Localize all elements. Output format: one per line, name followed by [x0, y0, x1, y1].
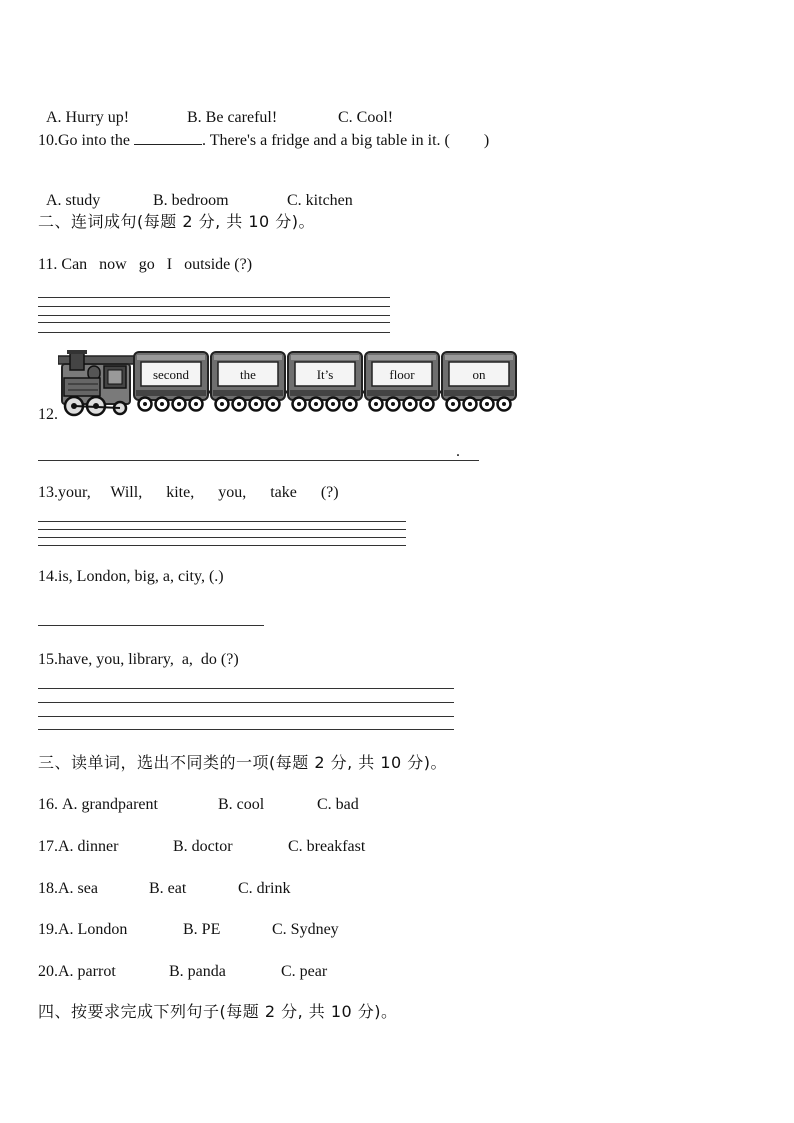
q20	[38, 962, 327, 982]
q10-question	[38, 130, 489, 151]
q19-option-a: A. London	[58, 921, 128, 938]
section-2-heading: 二、连词成句(每题 2 分, 共 10 分)。	[38, 212, 316, 231]
q18-option-b: B. eat	[149, 880, 187, 897]
q9-option-a: A. Hurry up!	[46, 109, 130, 126]
q15-writing-line-1	[38, 688, 454, 689]
q10-text-after: . There's a fridge and a big table in it. (	[202, 132, 450, 149]
q17-option-b: B. doctor	[173, 838, 233, 855]
q19-option-b: B. PE	[183, 921, 221, 938]
q15-writing-line-3	[38, 716, 454, 717]
section-3-heading: 三、读单词，选出不同类的一项(每题 2 分, 共 10 分)。	[38, 753, 448, 772]
train-car-word: on	[472, 367, 486, 382]
train-locomotive-icon	[58, 350, 134, 415]
q13-writing-line-3	[38, 537, 406, 538]
q9-option-b: B. Be careful!	[187, 109, 278, 126]
q18-option-a: A. sea	[58, 880, 98, 897]
q11-writing-line-1	[38, 297, 390, 298]
q16-option-a: A. grandparent	[62, 796, 158, 813]
section-4-heading: 四、按要求完成下列句子(每题 2 分, 共 10 分)。	[38, 1002, 398, 1021]
train-illustration	[58, 350, 523, 418]
q11-prompt: 11. Can now go I outside (?)	[38, 256, 253, 273]
q11-writing-line-3	[38, 315, 390, 316]
q14-answer-line	[38, 625, 264, 626]
q19-option-c: C. Sydney	[272, 921, 339, 938]
q20-option-c: C. pear	[281, 963, 328, 980]
q15-prompt: 15.have, you, library, a, do (?)	[38, 651, 239, 668]
q11-writing-line-5	[38, 332, 390, 333]
q18	[38, 879, 290, 899]
train-car-word: the	[240, 367, 256, 382]
q9-options	[38, 88, 393, 128]
q11-writing-line-2	[38, 306, 390, 307]
q15-writing-line-4	[38, 729, 454, 730]
q16-number: 16.	[38, 796, 62, 813]
q18-option-c: C. drink	[238, 880, 291, 897]
q13-writing-line-4	[38, 545, 406, 546]
q20-number: 20.	[38, 963, 58, 980]
q12-number: 12.	[38, 406, 58, 423]
q16-option-b: B. cool	[218, 796, 265, 813]
q17-option-a: A. dinner	[58, 838, 119, 855]
q17	[38, 837, 365, 857]
train-car-4	[365, 352, 442, 411]
q10-option-b: B. bedroom	[153, 192, 229, 209]
q17-option-c: C. breakfast	[288, 838, 366, 855]
q13-prompt: 13.your, Will, kite, you, take (?)	[38, 484, 339, 501]
train-car-word: second	[152, 367, 190, 382]
q19	[38, 920, 339, 940]
train-car-word: It’s	[316, 367, 334, 382]
q10-option-c: C. kitchen	[287, 192, 353, 209]
q20-option-a: A. parrot	[58, 963, 116, 980]
q13-writing-line-2	[38, 529, 406, 530]
q17-number: 17.	[38, 838, 58, 855]
train-car-word: floor	[389, 367, 415, 382]
q9-option-c: C. Cool!	[338, 109, 394, 126]
q12-period: .	[456, 443, 460, 460]
train-car-5	[442, 352, 516, 411]
q15-writing-line-2	[38, 702, 454, 703]
train-car-3	[288, 352, 365, 411]
q18-number: 18.	[38, 880, 58, 897]
q10-close-paren: )	[483, 132, 490, 149]
train-car-2	[211, 352, 288, 411]
q10-option-a: A. study	[46, 192, 101, 209]
q19-number: 19.	[38, 921, 58, 938]
q20-option-b: B. panda	[169, 963, 226, 980]
q13-writing-line-1	[38, 521, 406, 522]
q12-answer-line	[38, 460, 479, 461]
q16	[38, 795, 359, 815]
q14-prompt: 14.is, London, big, a, city, (.)	[38, 568, 224, 585]
q11-writing-line-4	[38, 322, 390, 323]
q16-option-c: C. bad	[317, 796, 359, 813]
q10-text-before: 10.Go into the	[38, 132, 134, 149]
q10-blank	[134, 130, 202, 145]
train-car-1	[134, 352, 211, 411]
q10-options	[38, 171, 353, 211]
